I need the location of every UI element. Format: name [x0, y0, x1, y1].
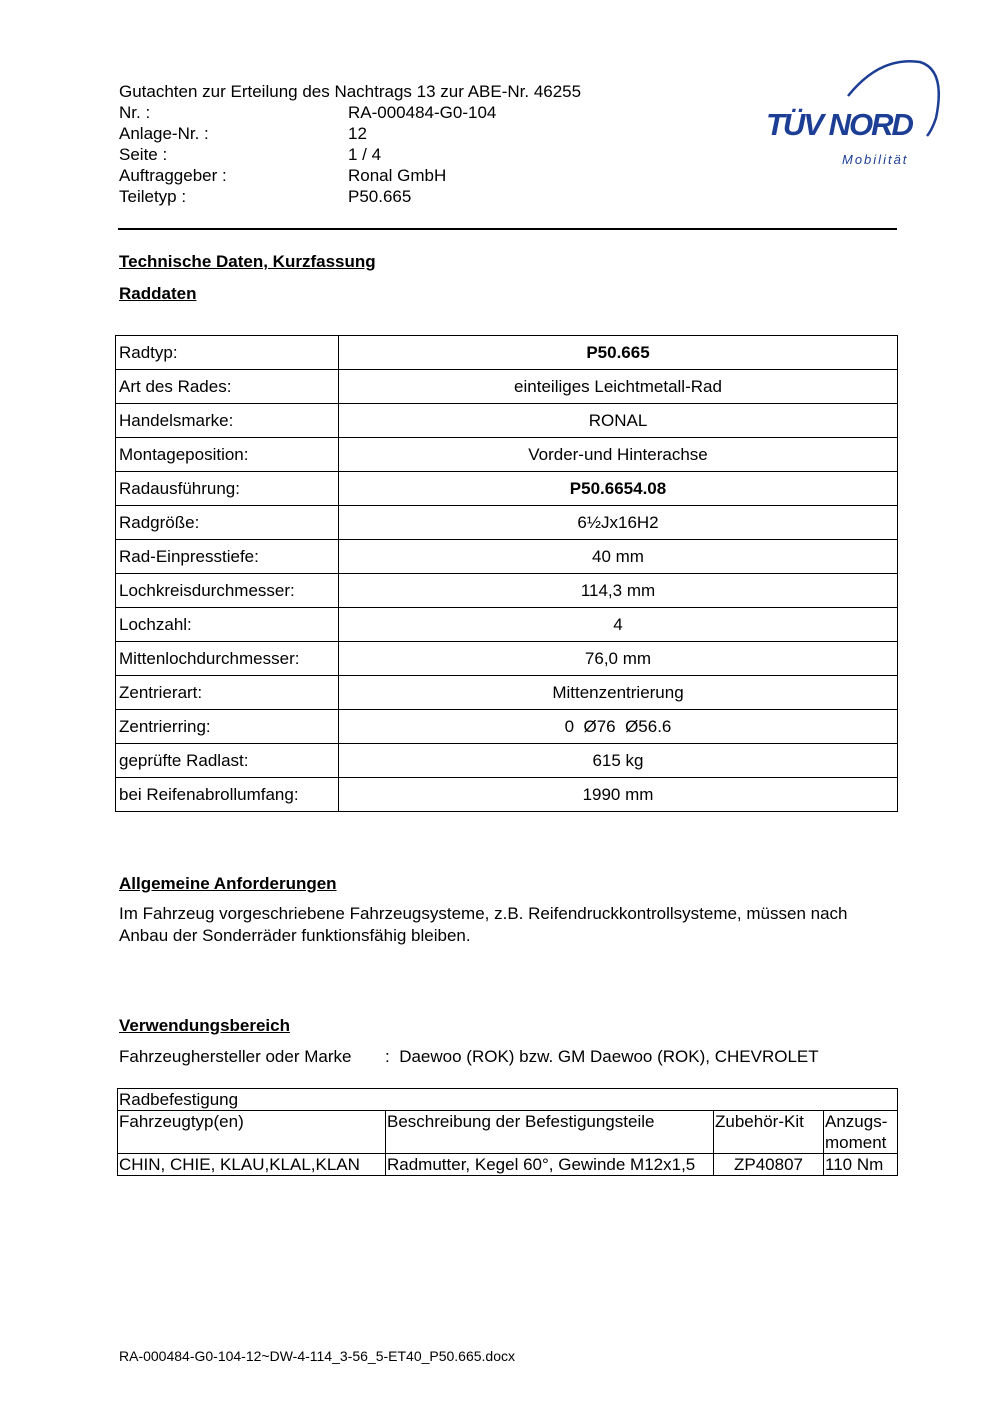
table-row: Lochzahl: 4: [116, 608, 898, 642]
wheel-data-table: [115, 335, 898, 812]
section-wheel-data-title: Raddaten: [119, 284, 197, 303]
header-info: [119, 102, 496, 207]
usage-label: Fahrzeughersteller oder Marke: [119, 1047, 352, 1066]
usage-separator: :: [385, 1047, 390, 1066]
table-row: bei Reifenabrollumfang: 1990 mm: [116, 778, 898, 812]
header-row-auftraggeber: Auftraggeber : Ronal GmbH: [119, 166, 447, 185]
section-requirements-title: Allgemeine Anforderungen: [119, 874, 337, 893]
logo-wordmark: TÜV NORD: [766, 107, 912, 142]
usage-line: [119, 1046, 819, 1067]
table-row: Lochkreisdurchmesser: 114,3 mm: [116, 574, 898, 608]
section-usage-title: Verwendungsbereich: [119, 1016, 290, 1035]
tuv-nord-logo: [760, 56, 940, 171]
header-divider: [118, 228, 897, 230]
table-row: Rad-Einpresstiefe: 40 mm: [116, 540, 898, 574]
header-row-nr: Nr. : RA-000484-G0-104: [119, 103, 497, 122]
table-row: CHIN, CHIE, KLAU,KLAL,KLAN Radmutter, Kegel 60°, Gewinde M12x1,5 ZP40807 110 Nm: [118, 1154, 898, 1176]
table-row: Radgröße: 6½Jx16H2: [116, 506, 898, 540]
table-row: Zentrierring: 0 Ø76 Ø56.6: [116, 710, 898, 744]
logo-subtitle: Mobilität: [842, 152, 909, 167]
section-technical-title: Technische Daten, Kurzfassung: [119, 252, 376, 271]
table-row: Montageposition: Vorder-und Hinterachse: [116, 438, 898, 472]
mounting-caption: Radbefestigung: [118, 1089, 898, 1111]
table-row: geprüfte Radlast: 615 kg: [116, 744, 898, 778]
document-title: Gutachten zur Erteilung des Nachtrags 13 zur ABE-Nr. 46255: [119, 82, 582, 101]
footer-filename: RA-000484-G0-104-12~DW-4-114_3-56_5-ET40_P50.665.docx: [119, 1348, 516, 1364]
usage-value: Daewoo (ROK) bzw. GM Daewoo (ROK), CHEVROLET: [399, 1047, 819, 1066]
mounting-table: [117, 1088, 898, 1176]
table-row: Art des Rades: einteiliges Leichtmetall-Rad: [116, 370, 898, 404]
table-row: [118, 1089, 898, 1111]
header-row-seite: Seite : 1 / 4: [119, 145, 382, 164]
table-header-row: Fahrzeugtyp(en) Beschreibung der Befestigungsteile Zubehör-Kit Anzugs-moment: [118, 1111, 898, 1154]
header-row-teiletyp: Teiletyp : P50.665: [119, 187, 412, 206]
table-row: Radtyp: P50.665: [116, 336, 898, 370]
header-row-anlage: Anlage-Nr. : 12: [119, 124, 367, 143]
table-row: Radausführung: P50.6654.08: [116, 472, 898, 506]
table-row: Zentrierart: Mittenzentrierung: [116, 676, 898, 710]
table-row: Mittenlochdurchmesser: 76,0 mm: [116, 642, 898, 676]
requirements-text: Im Fahrzeug vorgeschriebene Fahrzeugsysteme, z.B. Reifendruckkontrollsysteme, müssen nach Anbau der Sonderräder funktionsfähig bleiben.: [119, 904, 848, 945]
table-row: Handelsmarke: RONAL: [116, 404, 898, 438]
